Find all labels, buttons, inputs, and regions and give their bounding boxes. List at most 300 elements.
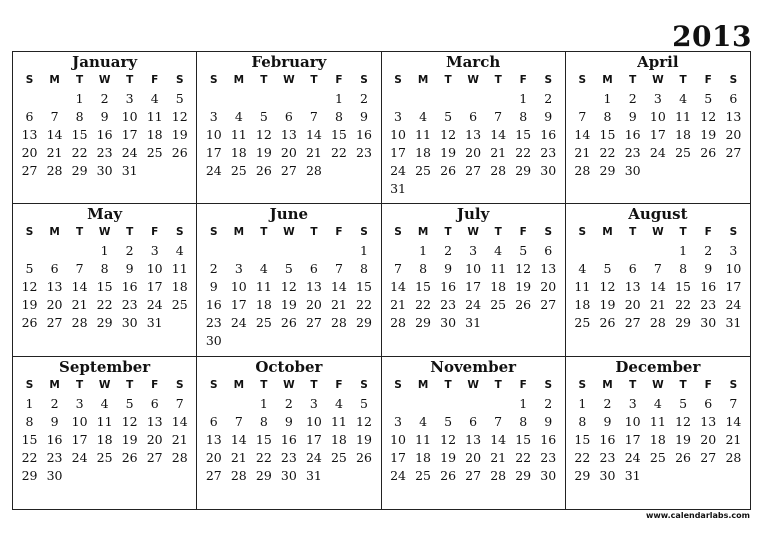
day-cell: 23 [624, 145, 641, 160]
day-cell: 16 [46, 431, 63, 447]
week-row [570, 296, 746, 314]
day-cell: 4 [259, 261, 268, 277]
day-cell: 6 [469, 413, 478, 429]
day-cell: 24 [230, 315, 247, 331]
day-cell: 1 [519, 91, 528, 106]
day-cell: 3 [469, 243, 478, 259]
day-cell: 30 [440, 315, 457, 331]
weekday-header [386, 71, 561, 90]
day-cell: 17 [624, 431, 641, 447]
day-cell: 20 [46, 297, 63, 313]
day-cell: 10 [205, 127, 222, 142]
day-cell: 22 [96, 297, 113, 313]
day-cell: 24 [205, 163, 222, 178]
calendar-grid [12, 51, 751, 510]
week-row [201, 278, 376, 296]
weekday-header [570, 376, 746, 395]
weekday-label: S [729, 378, 738, 391]
week-row [570, 90, 746, 108]
day-cell: 3 [234, 261, 243, 277]
month-name: September [59, 357, 151, 376]
month-panel [382, 204, 566, 356]
day-cell: 21 [390, 297, 406, 313]
week-row [201, 332, 376, 350]
month-name: May [87, 205, 123, 224]
weekday-label: S [544, 74, 552, 86]
weekday-label: S [544, 226, 552, 239]
day-cell [386, 395, 411, 413]
day-cell: 11 [171, 261, 188, 277]
day-cell: 27 [700, 449, 717, 465]
day-cell [301, 242, 326, 260]
day-cell: 11 [146, 109, 163, 124]
day-cell: 4 [234, 109, 243, 124]
day-cell: 11 [415, 431, 431, 447]
week-row [386, 278, 561, 296]
day-cell: 26 [121, 449, 138, 465]
day-cell: 16 [96, 127, 113, 142]
day-cell: 17 [649, 127, 666, 142]
day-cell: 13 [624, 279, 641, 295]
day-cell [386, 242, 411, 260]
week-row [570, 242, 746, 260]
day-cell: 14 [305, 127, 322, 142]
day-cell: 14 [725, 413, 742, 429]
day-cell: 9 [209, 279, 218, 295]
month-panel [197, 52, 381, 204]
day-cell: 4 [100, 395, 109, 411]
day-cell: 13 [21, 127, 38, 142]
day-cell: 1 [100, 243, 109, 259]
day-cell: 5 [125, 395, 134, 411]
day-cell: 22 [515, 449, 532, 465]
day-cell: 1 [25, 395, 34, 411]
day-cell: 12 [515, 261, 532, 277]
week-row [17, 242, 192, 260]
day-cell: 8 [419, 261, 428, 277]
day-cell: 28 [330, 315, 347, 331]
week-row [386, 242, 561, 260]
weekday-label: W [467, 226, 479, 239]
weekday-label: S [209, 74, 218, 86]
day-cell: 10 [71, 413, 88, 429]
day-cell: 23 [700, 297, 717, 313]
day-cell: 6 [209, 413, 218, 429]
week-row [570, 278, 746, 296]
day-cell: 6 [25, 109, 34, 124]
day-cell: 21 [490, 449, 507, 465]
day-cell: 4 [334, 395, 343, 411]
day-cell: 6 [729, 91, 738, 106]
day-cell: 16 [540, 127, 557, 142]
day-cell: 19 [255, 145, 272, 160]
day-cell: 14 [46, 127, 63, 142]
day-cell: 15 [415, 279, 431, 295]
day-cell [42, 90, 67, 108]
weekday-label: W [652, 378, 664, 391]
day-cell [620, 242, 645, 260]
day-cell: 13 [305, 279, 322, 295]
day-cell: 23 [46, 449, 63, 465]
day-cell: 22 [574, 449, 591, 465]
weekday-label: F [704, 226, 712, 239]
day-cell: 20 [465, 449, 482, 465]
day-cell: 30 [46, 467, 63, 483]
day-cell: 14 [574, 127, 591, 142]
day-cell [326, 162, 351, 180]
day-cell: 3 [628, 395, 637, 411]
day-cell [301, 90, 326, 108]
weekday-label: M [417, 226, 429, 239]
day-cell: 19 [599, 297, 616, 313]
week-row [386, 413, 561, 431]
day-cell: 22 [356, 297, 372, 313]
day-cell [696, 162, 721, 180]
day-cell [117, 467, 142, 485]
day-cell: 7 [175, 395, 184, 411]
week-row [201, 144, 376, 162]
week-row [201, 296, 376, 314]
day-cell: 23 [599, 449, 616, 465]
day-cell: 3 [729, 243, 738, 259]
day-cell: 11 [415, 127, 431, 142]
day-cell: 27 [46, 315, 63, 331]
day-cell: 9 [125, 261, 134, 277]
day-cell [167, 467, 192, 485]
week-row [17, 413, 192, 431]
weekday-label: S [175, 226, 184, 239]
day-cell: 16 [599, 431, 616, 447]
day-cell: 11 [649, 413, 666, 429]
day-cell: 17 [146, 279, 163, 295]
week-row [386, 395, 561, 413]
day-cell: 28 [490, 467, 507, 483]
weekday-label: T [444, 74, 452, 86]
day-cell: 29 [255, 467, 272, 483]
weekday-label: T [494, 226, 502, 239]
weekday-label: S [209, 378, 218, 391]
weekday-label: T [260, 74, 268, 86]
day-cell: 25 [415, 467, 431, 483]
day-cell [276, 332, 301, 350]
day-cell [486, 395, 511, 413]
week-row [570, 467, 746, 485]
week-row [201, 467, 376, 485]
day-cell: 9 [544, 413, 553, 429]
day-cell: 5 [704, 91, 713, 106]
day-cell: 30 [121, 315, 138, 331]
weekday-label: S [175, 74, 184, 86]
day-cell: 14 [330, 279, 347, 295]
day-cell: 11 [230, 127, 247, 142]
weekday-label: W [283, 74, 295, 86]
day-cell: 4 [419, 109, 428, 124]
day-cell: 18 [96, 431, 113, 447]
day-cell: 17 [305, 431, 322, 447]
day-cell: 20 [305, 297, 322, 313]
day-cell: 28 [390, 315, 406, 331]
day-cell [595, 242, 620, 260]
day-cell: 21 [649, 297, 666, 313]
weekday-label: W [467, 378, 479, 391]
week-row [386, 144, 561, 162]
weekday-label: W [98, 378, 111, 391]
weekday-label: T [310, 378, 318, 391]
week-row [201, 260, 376, 278]
day-cell [351, 332, 376, 350]
weekday-label: T [629, 378, 637, 391]
month-panel [13, 204, 197, 356]
day-cell: 1 [334, 91, 343, 106]
day-cell [251, 242, 276, 260]
day-cell [92, 467, 117, 485]
day-cell [721, 162, 746, 180]
day-cell: 2 [100, 91, 109, 106]
day-cell: 18 [330, 431, 347, 447]
weekday-label: F [335, 74, 343, 86]
weekday-label: W [98, 74, 111, 86]
day-cell: 15 [515, 127, 532, 142]
day-cell: 30 [624, 163, 641, 178]
weekday-header [570, 223, 746, 242]
day-cell: 22 [515, 145, 532, 160]
day-cell: 23 [356, 145, 372, 160]
day-cell: 7 [729, 395, 738, 411]
day-cell: 5 [444, 413, 453, 429]
week-row [386, 162, 561, 180]
day-cell: 7 [309, 109, 318, 124]
day-cell: 10 [725, 261, 742, 277]
day-cell: 26 [515, 297, 532, 313]
day-cell: 3 [150, 243, 159, 259]
day-cell: 26 [700, 145, 717, 160]
day-cell: 8 [334, 109, 343, 124]
day-cell: 23 [440, 297, 457, 313]
day-cell: 7 [394, 261, 402, 277]
day-cell: 17 [121, 127, 138, 142]
weekday-header [201, 71, 376, 90]
day-cell: 30 [540, 467, 557, 483]
day-cell: 15 [515, 431, 532, 447]
month-panel [13, 52, 197, 204]
day-cell [251, 90, 276, 108]
day-cell: 30 [96, 163, 113, 178]
day-cell: 27 [280, 163, 297, 178]
day-cell [461, 180, 486, 198]
day-cell: 2 [444, 243, 453, 259]
week-row [17, 278, 192, 296]
day-cell: 9 [603, 413, 612, 429]
day-cell: 5 [284, 261, 293, 277]
day-cell: 12 [440, 431, 457, 447]
day-cell: 9 [100, 109, 109, 124]
weekday-label: W [652, 226, 664, 239]
day-cell: 18 [255, 297, 272, 313]
day-cell: 18 [230, 145, 247, 160]
day-cell: 5 [175, 91, 184, 106]
week-row [570, 260, 746, 278]
day-cell: 14 [390, 279, 406, 295]
week-row [201, 314, 376, 332]
day-cell: 15 [574, 431, 591, 447]
day-cell [486, 180, 511, 198]
day-cell: 28 [46, 163, 63, 178]
week-row [201, 431, 376, 449]
weekday-label: W [98, 226, 111, 239]
day-cell: 21 [305, 145, 322, 160]
month-name: January [72, 53, 138, 71]
day-cell [226, 332, 251, 350]
week-row [201, 162, 376, 180]
weekday-label: S [544, 378, 552, 391]
day-cell: 20 [205, 449, 222, 465]
day-cell [351, 467, 376, 485]
day-cell: 28 [71, 315, 88, 331]
day-cell [226, 90, 251, 108]
day-cell: 25 [171, 297, 188, 313]
day-cell [226, 242, 251, 260]
day-cell: 17 [390, 449, 406, 465]
day-cell: 29 [415, 315, 431, 331]
week-row [386, 108, 561, 126]
weekday-header [17, 71, 192, 90]
day-cell: 13 [280, 127, 297, 142]
day-cell: 13 [465, 127, 482, 142]
day-cell: 10 [230, 279, 247, 295]
day-cell: 28 [725, 449, 742, 465]
day-cell: 12 [255, 127, 272, 142]
day-cell: 15 [255, 431, 272, 447]
weekday-label: T [75, 378, 84, 391]
day-cell: 31 [146, 315, 163, 331]
weekday-label: M [233, 378, 245, 391]
month-panel [566, 204, 750, 356]
weekday-label: S [578, 74, 587, 86]
day-cell: 12 [356, 413, 372, 429]
day-cell: 7 [334, 261, 343, 277]
day-cell: 5 [679, 395, 688, 411]
day-cell [42, 242, 67, 260]
weekday-header [17, 376, 192, 395]
weekday-label: S [360, 378, 368, 391]
day-cell: 20 [540, 279, 557, 295]
day-cell: 2 [704, 243, 713, 259]
weekday-label: M [602, 378, 613, 391]
day-cell: 5 [444, 109, 453, 124]
day-cell [276, 242, 301, 260]
weekday-label: F [519, 378, 527, 391]
day-cell: 2 [284, 395, 293, 411]
day-cell: 13 [700, 413, 717, 429]
day-cell: 8 [603, 109, 612, 124]
week-row [386, 90, 561, 108]
day-cell: 19 [440, 145, 457, 160]
day-cell [142, 467, 167, 485]
day-cell: 19 [171, 127, 188, 142]
day-cell: 26 [440, 163, 457, 178]
day-cell: 27 [540, 297, 557, 313]
weekday-label: T [629, 226, 637, 239]
day-cell: 27 [305, 315, 322, 331]
month-panel [566, 52, 750, 204]
day-cell: 28 [171, 449, 188, 465]
day-cell: 22 [255, 449, 272, 465]
day-cell: 11 [255, 279, 272, 295]
day-cell: 20 [280, 145, 297, 160]
day-cell: 8 [100, 261, 109, 277]
week-row [201, 449, 376, 467]
day-cell: 8 [519, 109, 528, 124]
weekday-label: W [283, 378, 295, 391]
weekday-label: F [151, 378, 159, 391]
day-cell: 28 [490, 163, 507, 178]
day-cell: 10 [390, 431, 406, 447]
day-cell: 18 [171, 279, 188, 295]
day-cell: 27 [465, 467, 482, 483]
day-cell: 2 [209, 261, 218, 277]
day-cell: 5 [603, 261, 612, 277]
day-cell: 31 [465, 315, 482, 331]
day-cell: 24 [465, 297, 482, 313]
day-cell [326, 242, 351, 260]
day-cell: 13 [146, 413, 163, 429]
weekday-label: F [519, 226, 527, 239]
day-cell: 19 [675, 431, 691, 447]
day-cell: 21 [330, 297, 347, 313]
week-row [386, 296, 561, 314]
day-cell [511, 314, 536, 332]
day-cell: 17 [230, 297, 247, 313]
day-cell: 24 [146, 297, 163, 313]
day-cell: 18 [649, 431, 666, 447]
month-name: March [445, 53, 501, 71]
day-cell: 5 [360, 395, 368, 411]
day-cell [570, 90, 595, 108]
day-cell: 22 [415, 297, 431, 313]
day-cell [536, 180, 561, 198]
day-cell: 19 [121, 431, 138, 447]
week-row [570, 395, 746, 413]
footer-website: www.calendarlabs.com [645, 511, 750, 520]
week-row [201, 395, 376, 413]
weekday-label: T [260, 378, 268, 391]
day-cell: 19 [356, 431, 372, 447]
weekday-label: T [679, 74, 687, 86]
day-cell: 16 [356, 127, 372, 142]
day-cell: 14 [649, 279, 666, 295]
day-cell: 11 [96, 413, 113, 429]
week-row [17, 449, 192, 467]
weekday-label: T [629, 74, 637, 86]
weekday-label: T [75, 74, 84, 86]
day-cell: 26 [21, 315, 38, 331]
week-row [201, 126, 376, 144]
weekday-label: S [209, 226, 218, 239]
day-cell: 4 [419, 413, 428, 429]
day-cell [411, 180, 436, 198]
week-row [570, 162, 746, 180]
weekday-header [386, 376, 561, 395]
day-cell: 6 [284, 109, 293, 124]
day-cell [301, 332, 326, 350]
day-cell: 3 [394, 109, 402, 124]
day-cell: 16 [121, 279, 138, 295]
day-cell: 21 [574, 145, 591, 160]
day-cell [670, 162, 695, 180]
weekday-header [570, 71, 746, 90]
day-cell: 20 [725, 127, 742, 142]
weekday-header [17, 223, 192, 242]
